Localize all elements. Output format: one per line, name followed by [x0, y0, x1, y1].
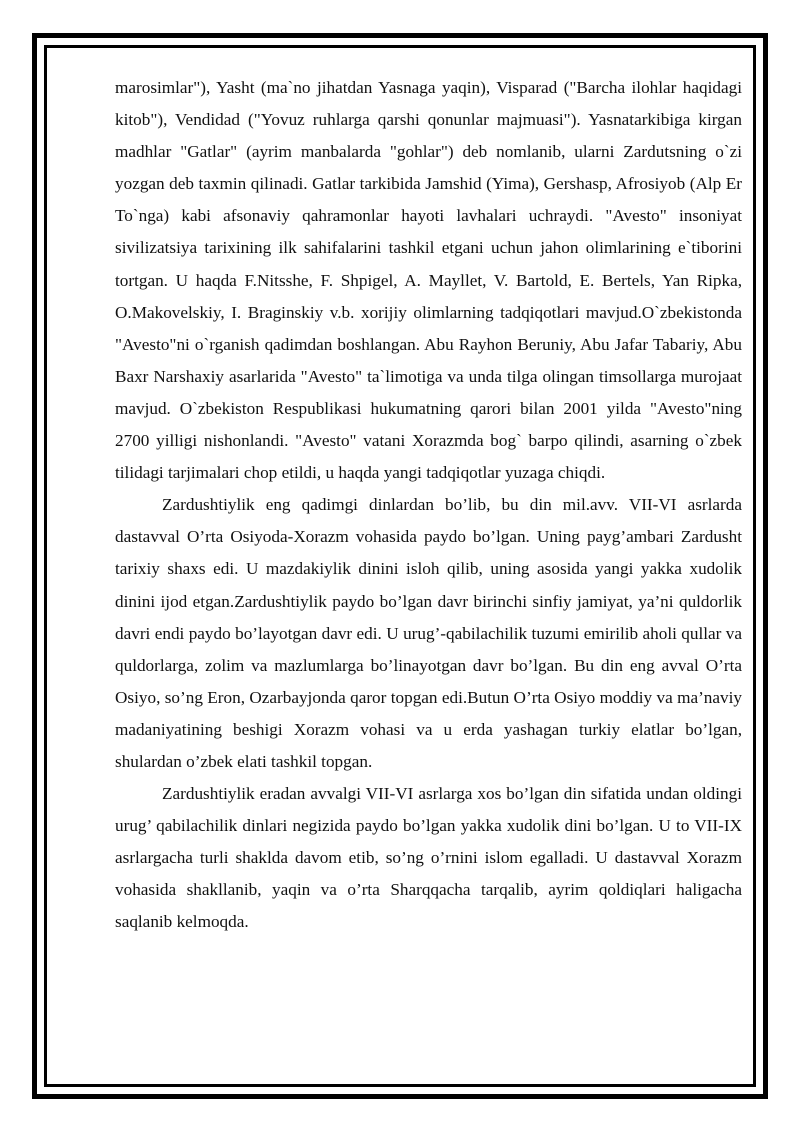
document-body [115, 72, 742, 939]
paragraph-avesto-continuation: marosimlar"), Yasht (ma`no jihatdan Yasnaga yaqin), Visparad ("Barcha ilohlar haqidagi kitob"), Vendidad ("Yovuz ruhlarga qarshi qonunlar majmuasi"). Yasnatarkibiga kirgan madhlar "Gatlar" (ayrim manbalarda "gohlar") deb nomlanib, ularni Zardutsning o`zi yozgan deb taxmin qilinadi. Gatlar tarkibida Jamshid (Yima), Gershasp, Afrosiyob (Alp Er To`nga) kabi afsonaviy qahramonlar hayoti lavhalari uchraydi. "Avesto" insoniyat sivilizatsiya tarixining ilk sahifalarini tashkil etgani uchun jahon olimlarining e`tiborini tortgan. U haqda F.Nitsshe, F. Shpigel, A. Mayllet, V. Bartold, E. Bertels, Yan Ripka, O.Makovelskiy, I. Braginskiy v.b. xorijiy olimlarning tadqiqotlari mavjud.O`zbekistonda "Avesto"ni o`rganish qadimdan boshlangan. Abu Rayhon Beruniy, Abu Jafar Tabariy, Abu Baxr Narshaxiy asarlarida "Avesto" ta`limotiga va unda tilga olingan timsollarga murojaat mavjud. O`zbekiston Respublikasi hukumatning qarori bilan 2001 yilda "Avesto"ning 2700 yilligi nishonlandi. "Avesto" vatani Xorazmda bog` barpo qilindi, asarning o`zbek tilidagi tarjimalari chop etildi, u haqda yangi tadqiqotlar yuzaga chiqdi. [115, 78, 742, 483]
paragraph-zoroastrianism-spread: Zardushtiylik eradan avvalgi VII-VI asrlarga xos bo’lgan din sifatida undan oldingi urug’ qabilachilik dinlari negizida paydo bo’lgan yakka xudolik dini bo’lgan. U to VII-IX asrlargacha turli shaklda davom etib, so’ng o’rnini islom egalladi. U dastavval Xorazm vohasida shakllanib, yaqin va o’rta Sharqqacha tarqalib, ayrim qoldiqlari haligacha saqlanib kelmoqda. [115, 784, 742, 932]
paragraph-zoroastrianism-origin: Zardushtiylik eng qadimgi dinlardan bo’lib, bu din mil.avv. VII-VI asrlarda dastavval O’rta Osiyoda-Xorazm vohasida paydo bo’lgan. Uning payg’ambari Zardusht tarixiy shaxs edi. U mazdakiylik dinini isloh qilib, uning asosida yangi yakka xudolik dinini ijod etgan.Zardushtiylik paydo bo’lgan davr birinchi sinfiy jamiyat, ya’ni quldorlik davri endi paydo bo’layotgan davr edi. U urug’-qabilachilik tuzumi emirilib aholi qullar va quldorlarga, zolim va mazlumlarga bo’linayotgan davr bo’lgan. Bu din eng avval O’rta Osiyo, so’ng Eron, Ozarbayjonda qaror topgan edi.Butun O’rta Osiyo moddiy va ma’naviy madaniyatining beshigi Xorazm vohasi va u erda yashagan turkiy elatlar bo’lgan, shulardan o’zbek elati tashkil topgan. [115, 495, 742, 771]
